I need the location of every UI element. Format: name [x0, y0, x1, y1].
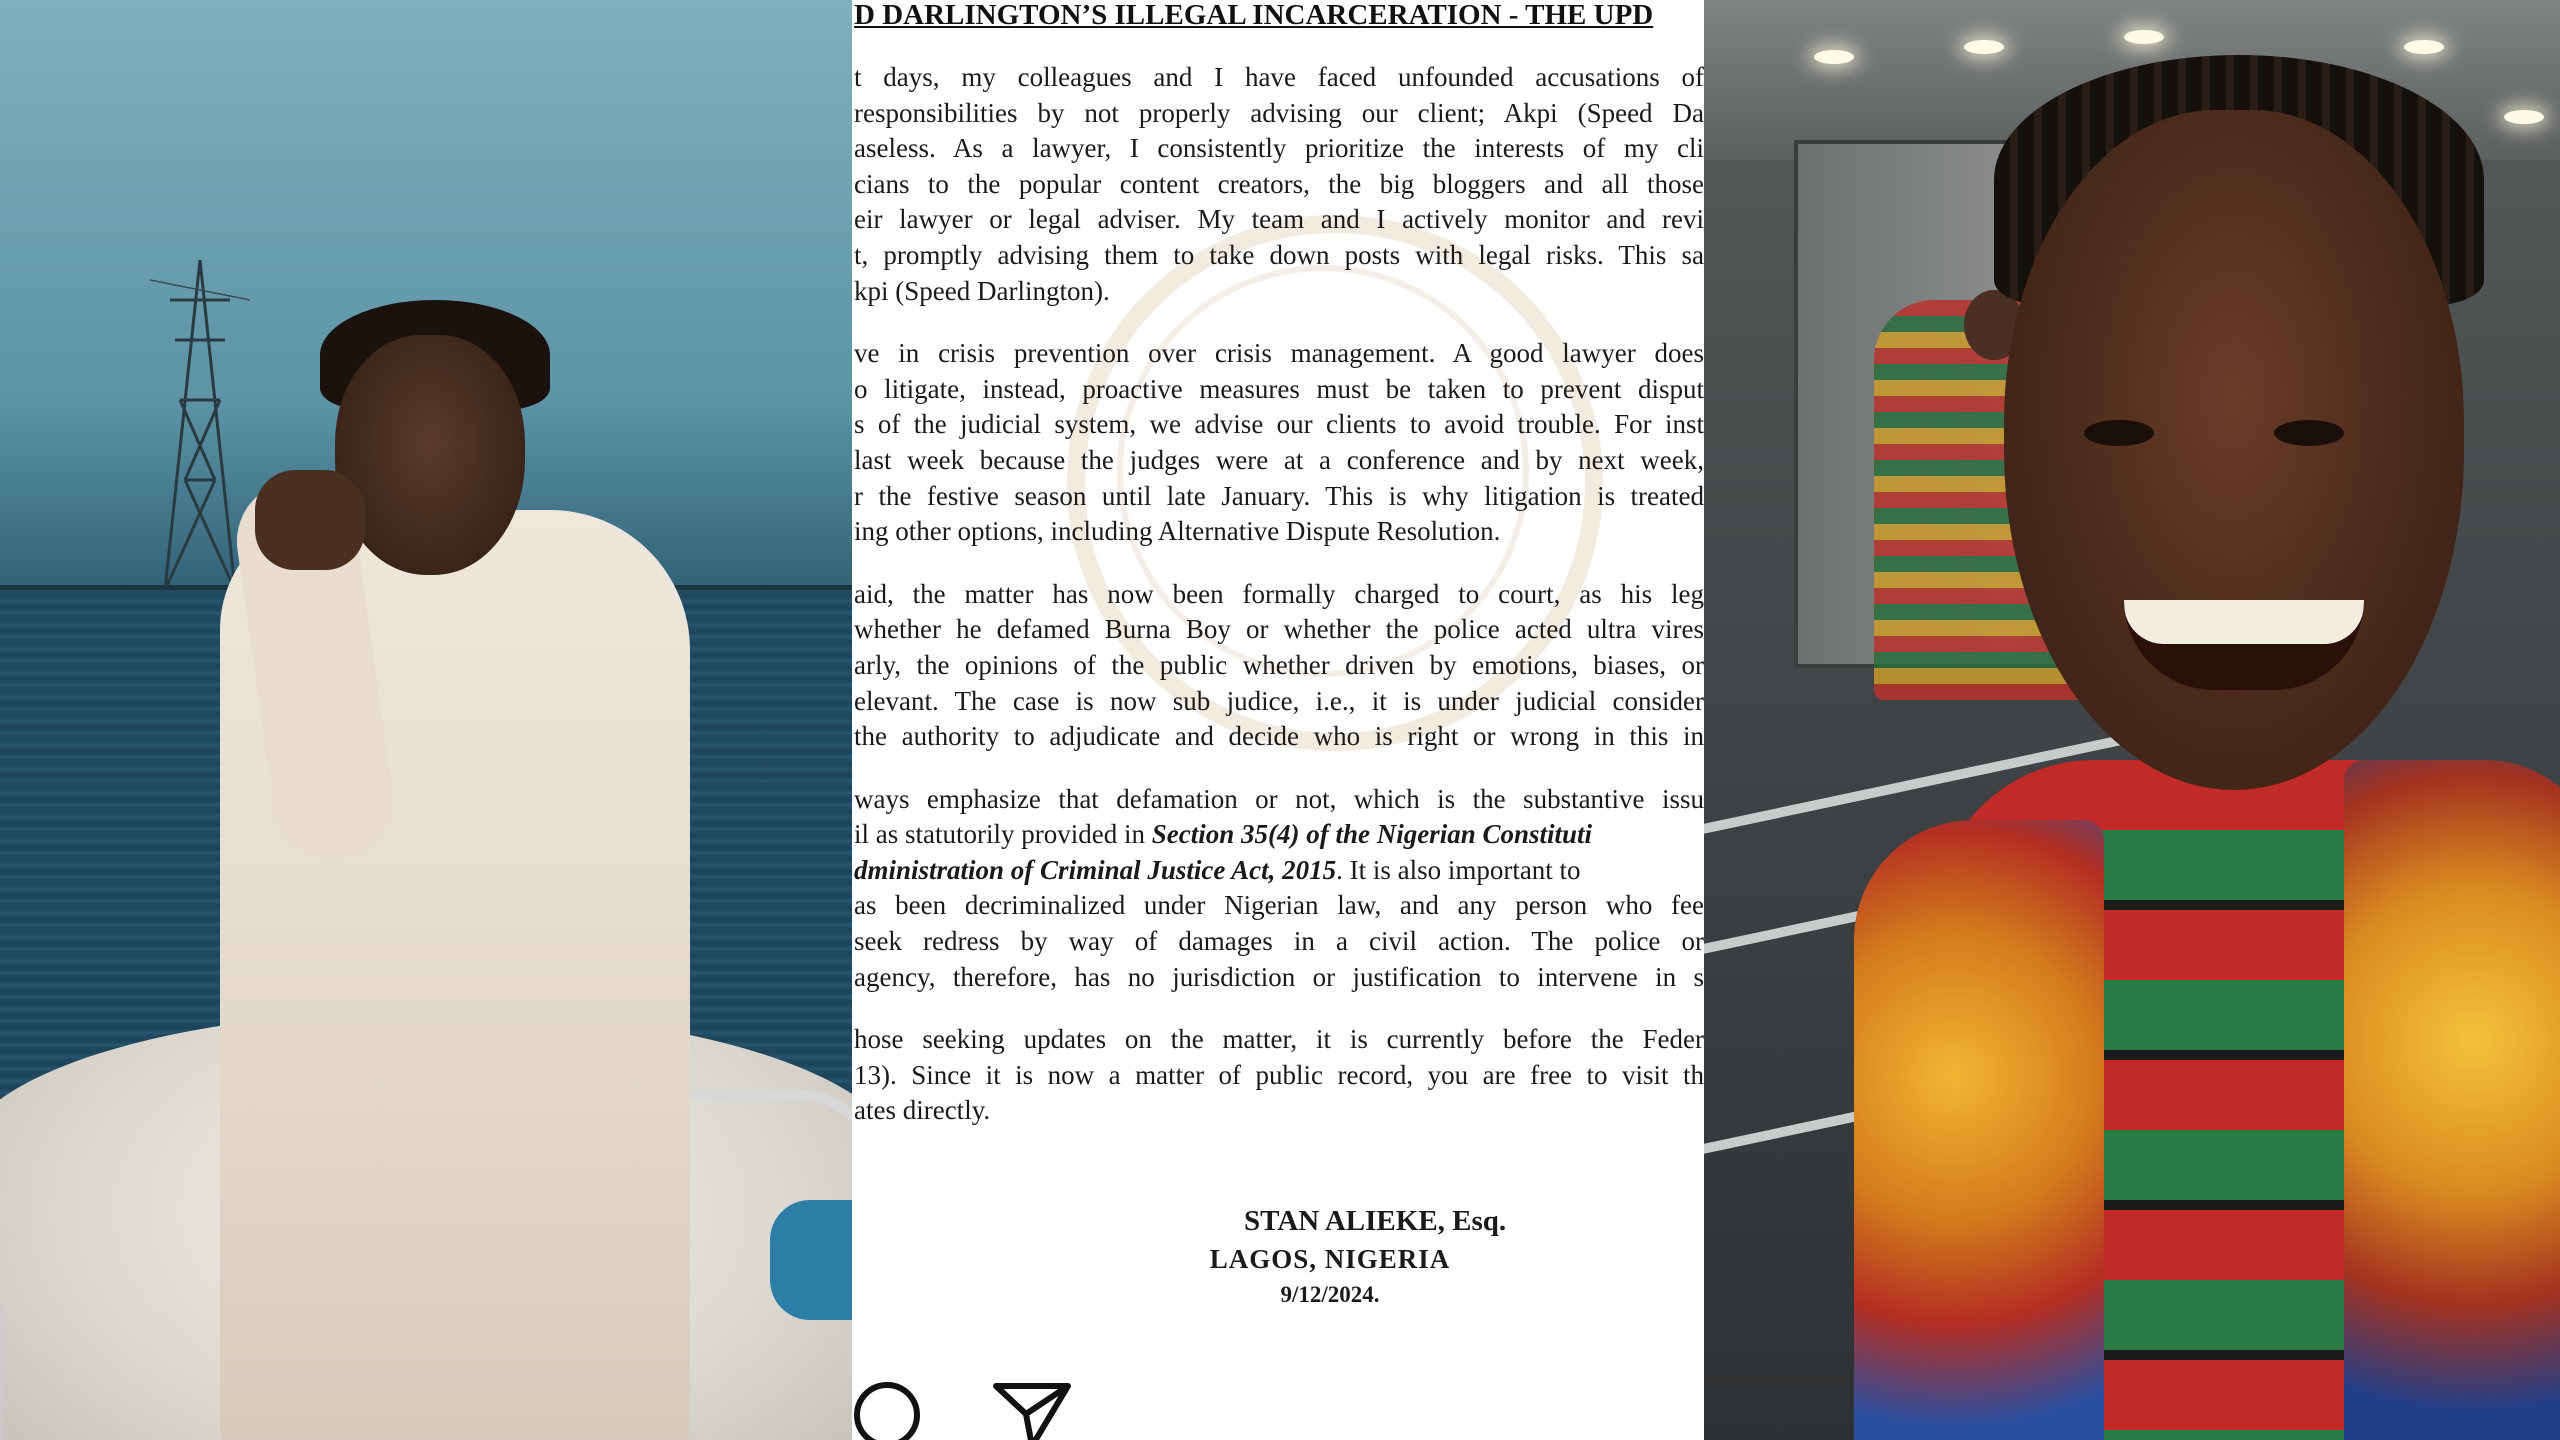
text-line: t days, my colleagues and I have faced unfounded accusations of — [854, 62, 1704, 92]
text-line: whether he defamed Burna Boy or whether the police acted ultra vires — [854, 614, 1704, 645]
signature-name: STAN ALIEKE, Esq. — [1244, 1205, 1507, 1237]
right-photo-panel — [1704, 0, 2560, 1440]
document-header: D DARLINGTON’S ILLEGAL INCARCERATION - THE UPD — [854, 0, 1654, 31]
text-line: s of the judicial system, we advise our clients to avoid trouble. For inst — [854, 409, 1704, 440]
text-line: as been decriminalized under Nigerian law, and any person who fee — [854, 890, 1704, 921]
text-line: seek redress by way of damages in a civil action. The police or — [854, 926, 1704, 957]
paragraph-1 — [852, 60, 1704, 309]
text-line: the authority to adjudicate and decide who is right or wrong in this in — [854, 721, 1704, 752]
text-span: . It is also important to — [1336, 854, 1581, 885]
person-teeth — [2124, 600, 2364, 644]
text-line: responsibilities by not properly advising our client; Akpi (Speed Da — [854, 97, 1704, 128]
text-line: arly, the opinions of the public whether driven by emotions, biases, or — [854, 649, 1704, 680]
paragraph-2 — [852, 336, 1704, 550]
text-line: aseless. As a lawyer, I consistently prioritize the interests of my cli — [854, 133, 1704, 164]
text-line — [852, 853, 1704, 889]
text-line: ing other options, including Alternative Dispute Resolution. — [854, 516, 1501, 547]
ceiling-light — [1814, 50, 1854, 64]
paragraph-3 — [852, 577, 1704, 755]
ceiling-light — [2404, 40, 2444, 54]
text-line: last week because the judges were at a conference and by next week, — [854, 444, 1704, 475]
text-line: t, promptly advising them to take down posts with legal risks. This sa — [854, 239, 1704, 270]
signature-city: LAGOS, NIGERIA — [1209, 1244, 1451, 1274]
boat-seat — [770, 1200, 852, 1320]
legal-citation: Section 35(4) of the Nigerian Constituti — [1151, 819, 1593, 850]
text-line: kpi (Speed Darlington). — [854, 275, 1110, 306]
document-body — [852, 60, 1704, 1140]
text-line: hose seeking updates on the matter, it is currently before the Feder — [854, 1024, 1704, 1055]
text-line: 13). Since it is now a matter of public record, you are free to visit th — [854, 1059, 1704, 1090]
legal-citation: dministration of Criminal Justice Act, 2015 — [854, 854, 1337, 885]
text-line: o litigate, instead, proactive measures must be taken to prevent disput — [854, 373, 1704, 404]
text-line: ve in crisis prevention over crisis management. A good lawyer does — [854, 338, 1704, 369]
paragraph-5 — [852, 1022, 1704, 1129]
text-line: ates directly. — [854, 1095, 991, 1126]
power-pylon-icon — [150, 260, 250, 590]
text-line: aid, the matter has now been formally charged to court, as his leg — [854, 578, 1704, 609]
person-hand — [255, 470, 365, 570]
person-eye — [2274, 420, 2344, 446]
text-line: agency, therefore, has no jurisdiction or justification to intervene in s — [854, 961, 1704, 992]
ceiling-light — [1964, 40, 2004, 54]
text-line: eir lawyer or legal adviser. My team and I actively monitor and revi — [854, 204, 1704, 235]
ceiling-light — [2504, 110, 2544, 124]
ceiling-light — [2124, 30, 2164, 44]
text-line: ways emphasize that defamation or not, which is the substantive issu — [854, 783, 1704, 814]
text-line: elevant. The case is now sub judice, i.e., it is under judicial consider — [854, 685, 1704, 716]
post-action-bar — [852, 1380, 1704, 1440]
signature-date: 9/12/2024. — [1280, 1282, 1380, 1307]
document-panel — [852, 0, 1704, 1440]
text-span: il as statutorily provided in — [854, 819, 1152, 850]
left-photo-panel — [0, 0, 852, 1440]
paragraph-4 — [852, 782, 1704, 996]
share-icon[interactable] — [992, 1380, 1072, 1440]
patterned-jacket-right — [2344, 760, 2560, 1440]
style-logo-icon — [0, 1305, 73, 1440]
text-line — [852, 817, 1704, 853]
text-line: r the festive season until late January. This is why litigation is treated — [854, 480, 1704, 511]
person-eye — [2084, 420, 2154, 446]
patterned-jacket-left — [1854, 820, 2104, 1440]
text-line: cians to the popular content creators, the big bloggers and all those — [854, 168, 1704, 199]
comment-icon[interactable] — [852, 1380, 922, 1440]
